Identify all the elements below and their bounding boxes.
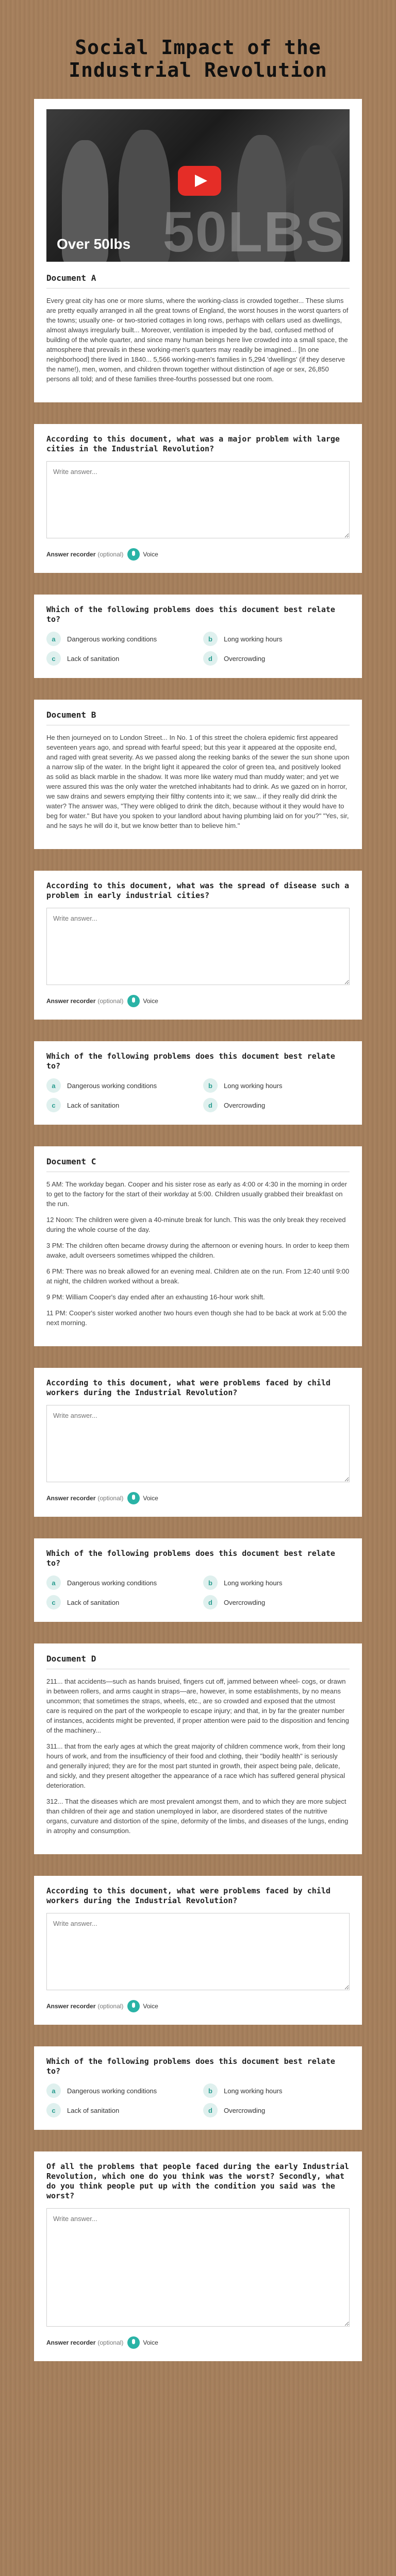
choice-text: Dangerous working conditions (67, 1579, 157, 1587)
choice-list (46, 1078, 350, 1112)
answer-recorder (46, 2000, 350, 2012)
card-document-a (34, 99, 362, 402)
document-c-paragraph: 12 Noon: The children were given a 40-minute break for lunch. This was the only break they received during the whole course of the day. (46, 1216, 346, 1233)
choice-letter: d (203, 651, 218, 666)
microphone-icon[interactable] (127, 1492, 140, 1504)
voice-label[interactable]: Voice (143, 1495, 158, 1502)
choice-letter: b (203, 2083, 218, 2098)
card-question-4 (34, 1041, 362, 1125)
answer-input-3[interactable] (46, 908, 350, 985)
recorder-optional: (optional) (97, 1495, 124, 1502)
choice-a[interactable] (46, 632, 193, 646)
answer-input-9[interactable] (46, 2208, 350, 2327)
choice-letter: a (46, 2083, 61, 2098)
choice-b[interactable] (203, 1078, 350, 1093)
choice-list (46, 2083, 350, 2117)
answer-recorder (46, 1492, 350, 1504)
document-a-heading: Document A (46, 273, 96, 283)
microphone-icon[interactable] (127, 2000, 140, 2012)
card-question-5 (34, 1368, 362, 1517)
document-c-paragraph: 11 PM: Cooper's sister worked another two hours even though she had to be back at work at 5:00 the next morning. (46, 1309, 347, 1327)
choice-a[interactable] (46, 1575, 193, 1590)
answer-recorder (46, 995, 350, 1007)
choice-list (46, 632, 350, 666)
card-question-2 (34, 595, 362, 678)
card-question-6 (34, 1538, 362, 1622)
question-3: According to this document, what was the spread of disease such a problem in early industrial cities? (46, 881, 349, 900)
card-question-8 (34, 2046, 362, 2130)
card-question-9 (34, 2151, 362, 2361)
choice-letter: c (46, 651, 61, 666)
choice-c[interactable] (46, 1098, 193, 1112)
recorder-label: Answer recorder (46, 2339, 96, 2346)
document-d-text (46, 1676, 350, 1836)
choice-text: Overcrowding (224, 2106, 266, 2114)
question-9: Of all the problems that people faced during the early Industrial Revolution, which one do you think was the worst? Secondly, what do you think people put up with the condition you said was the worst? (46, 2162, 349, 2200)
choice-c[interactable] (46, 1595, 193, 1609)
document-a-text (46, 296, 350, 384)
answer-input-1[interactable] (46, 461, 350, 538)
choice-text: Dangerous working conditions (67, 1081, 157, 1090)
card-question-3 (34, 871, 362, 1020)
voice-label[interactable]: Voice (143, 551, 158, 558)
choice-letter: a (46, 1575, 61, 1590)
document-b-text (46, 733, 350, 831)
recorder-optional: (optional) (97, 997, 124, 1005)
card-question-7 (34, 1876, 362, 2025)
choice-text: Overcrowding (224, 1598, 266, 1606)
video-player[interactable] (46, 109, 350, 262)
choice-letter: d (203, 1098, 218, 1112)
choice-letter: b (203, 632, 218, 646)
choice-text: Long working hours (224, 2087, 283, 2095)
voice-label[interactable]: Voice (143, 997, 158, 1005)
document-d-heading: Document D (46, 1654, 96, 1664)
document-b-paragraph: He then journeyed on to London Street... In No. 1 of this street the cholera epidemic first appeared seventeen years ago, and spread with fearful speed; but this year it appeared at the opposite end, and raged with great severity. As we passed along the reeking banks of the sewer the sun shone upon a narrow slip of the water. In the bright light it appeared the color of green tea, and positively looked as solid as black marble in the shadow. It was more like watery mud than muddy water; and yet we were assured this was the only water the wretched inhabitants had to drink. As we gazed on in horror, we saw drains and sewers emptying their filthy contents into it; we saw... if they really did drink the water? The answer was, "They were obliged to drink the ditch, because without it they would have to beg for water." But have you spoken to your landlord about having plumbing laid on for you?" "Yes, sir, and he says he will do it, but we know better than to believe him." (46, 734, 350, 829)
answer-input-7[interactable] (46, 1913, 350, 1990)
document-c-heading: Document C (46, 1157, 96, 1166)
choice-text: Lack of sanitation (67, 1101, 120, 1109)
card-document-b (34, 700, 362, 849)
document-d-paragraph: 312... That the diseases which are most prevalent amongst them, and to which they are more subject than children of their age and station unemployed in labor, are disordered states of the nutritive organs, curvature and distortion of the spine, deformity of the limbs, and diseases of the lungs, ending in atrophy and consumption. (46, 1798, 349, 1835)
choice-d[interactable] (203, 1595, 350, 1609)
microphone-icon[interactable] (127, 2336, 140, 2349)
card-document-d (34, 1643, 362, 1854)
choice-c[interactable] (46, 2103, 193, 2117)
choice-a[interactable] (46, 1078, 193, 1093)
choice-text: Dangerous working conditions (67, 2087, 157, 2095)
recorder-label: Answer recorder (46, 2003, 96, 2010)
choice-letter: c (46, 2103, 61, 2117)
recorder-label: Answer recorder (46, 551, 96, 558)
recorder-label: Answer recorder (46, 1495, 96, 1502)
choice-letter: c (46, 1098, 61, 1112)
choice-b[interactable] (203, 632, 350, 646)
voice-label[interactable]: Voice (143, 2003, 158, 2010)
document-c-paragraph: 6 PM: There was no break allowed for an evening meal. Children ate on the run. From 12:40 until 9:00 at night, the children worked without a break. (46, 1267, 350, 1285)
video-overlay-text: 50LBS (162, 200, 344, 262)
choice-text: Lack of sanitation (67, 1598, 120, 1606)
choice-text: Long working hours (224, 1579, 283, 1587)
choice-text: Lack of sanitation (67, 2106, 120, 2114)
document-c-paragraph: 5 AM: The workday began. Cooper and his sister rose as early as 4:00 or 4:30 in the morning in order to get to the factory for the start of their workday at 5:00. Children usually grabbed their breakfast on the run. (46, 1180, 347, 1208)
document-d-paragraph: 311... that from the early ages at which the great majority of children commence work, from their long hours of work, and from the insufficiency of their food and clothing, their "bodily health" is seriously and generally injured; they are for the most part stunted in growth, their aspect being pale, delicate, and sickly, and they present altogether the appearance of a race which has suffered general physical deterioration. (46, 1742, 345, 1789)
recorder-optional: (optional) (97, 551, 124, 558)
question-1: According to this document, what was a major problem with large cities in the Industrial Revolution? (46, 434, 340, 453)
choice-letter: d (203, 2103, 218, 2117)
recorder-optional: (optional) (97, 2339, 124, 2346)
page-title: Social Impact of the Industrial Revolution (69, 36, 327, 81)
video-caption: Over 50lbs (57, 236, 131, 252)
question-8: Which of the following problems does this document best relate to? (46, 2057, 335, 2076)
question-5: According to this document, what were problems faced by child workers during the Industrial Revolution? (46, 1378, 331, 1397)
choice-text: Overcrowding (224, 1101, 266, 1109)
choice-c[interactable] (46, 651, 193, 666)
choice-letter: d (203, 1595, 218, 1609)
question-6: Which of the following problems does this document best relate to? (46, 1549, 335, 1568)
recorder-optional: (optional) (97, 2003, 124, 2010)
choice-letter: c (46, 1595, 61, 1609)
document-c-paragraph: 9 PM: William Cooper's day ended after an exhausting 16-hour work shift. (46, 1293, 265, 1301)
answer-recorder (46, 2336, 350, 2349)
document-a-paragraph: Every great city has one or more slums, where the working-class is crowded together... These slums are pretty equally arranged in all the great towns of England, the worst houses in the worst quarters of the towns; usually one- or two-storied cottages in long rows, perhaps with cellars used as dwellings, almost always irregularly built... Moreover, ventilation is impeded by the bad, confused method of building of the whole quarter, and since many human beings here live crowded into a small space, the atmosphere that prevails in these working-men's quarters may readily be imagined... [In one neighborhood] there lived in 1840... 5,566 working-men's families in 5,294 'dwellings' (if they deserve the name!), men, women, and children thrown together without distinction of age or sex, 26,850 persons all told; and of these families three-fourths possessed but one room. (46, 297, 349, 383)
choice-letter: b (203, 1078, 218, 1093)
document-c-text (46, 1179, 350, 1328)
recorder-label: Answer recorder (46, 997, 96, 1005)
choice-text: Long working hours (224, 1081, 283, 1090)
microphone-icon[interactable] (127, 548, 140, 561)
choice-b[interactable] (203, 1575, 350, 1590)
choice-text: Overcrowding (224, 654, 266, 663)
choice-d[interactable] (203, 651, 350, 666)
choice-a[interactable] (46, 2083, 193, 2098)
document-c-paragraph: 3 PM: The children often became drowsy during the afternoon or evening hours. In order to keep them awake, adult overseers sometimes whipped the children. (46, 1242, 350, 1259)
choice-letter: b (203, 1575, 218, 1590)
microphone-icon[interactable] (127, 995, 140, 1007)
choice-text: Long working hours (224, 635, 283, 643)
question-4: Which of the following problems does this document best relate to? (46, 1052, 335, 1071)
document-d-paragraph: 211... that accidents—such as hands bruised, fingers cut off, jammed between wheel- cogs, or drawn in between rollers, and arms caught in straps—are, however, in some establishments, by no means uncommon; that sometimes the straps, wheels, etc., are so crowded and exposed that the utmost care is required on the part of the workpeople to escape injury; and that, in by far the greater number of instances, accidents might be prevented, if proper attention were paid to the disposition and fencing of the machinery... (46, 1677, 349, 1734)
choice-d[interactable] (203, 2103, 350, 2117)
question-7: According to this document, what were problems faced by child workers during the Industrial Revolution? (46, 1886, 331, 1905)
document-b-heading: Document B (46, 710, 96, 720)
choice-text: Dangerous working conditions (67, 635, 157, 643)
divider (46, 288, 350, 289)
choice-letter: a (46, 632, 61, 646)
voice-label[interactable]: Voice (143, 2339, 158, 2346)
card-document-c (34, 1146, 362, 1346)
answer-input-5[interactable] (46, 1405, 350, 1482)
choice-text: Lack of sanitation (67, 654, 120, 663)
choice-letter: a (46, 1078, 61, 1093)
choice-list (46, 1575, 350, 1609)
answer-recorder (46, 548, 350, 561)
play-icon[interactable] (178, 166, 221, 196)
choice-d[interactable] (203, 1098, 350, 1112)
choice-b[interactable] (203, 2083, 350, 2098)
card-question-1 (34, 424, 362, 573)
question-2: Which of the following problems does this document best relate to? (46, 605, 335, 624)
